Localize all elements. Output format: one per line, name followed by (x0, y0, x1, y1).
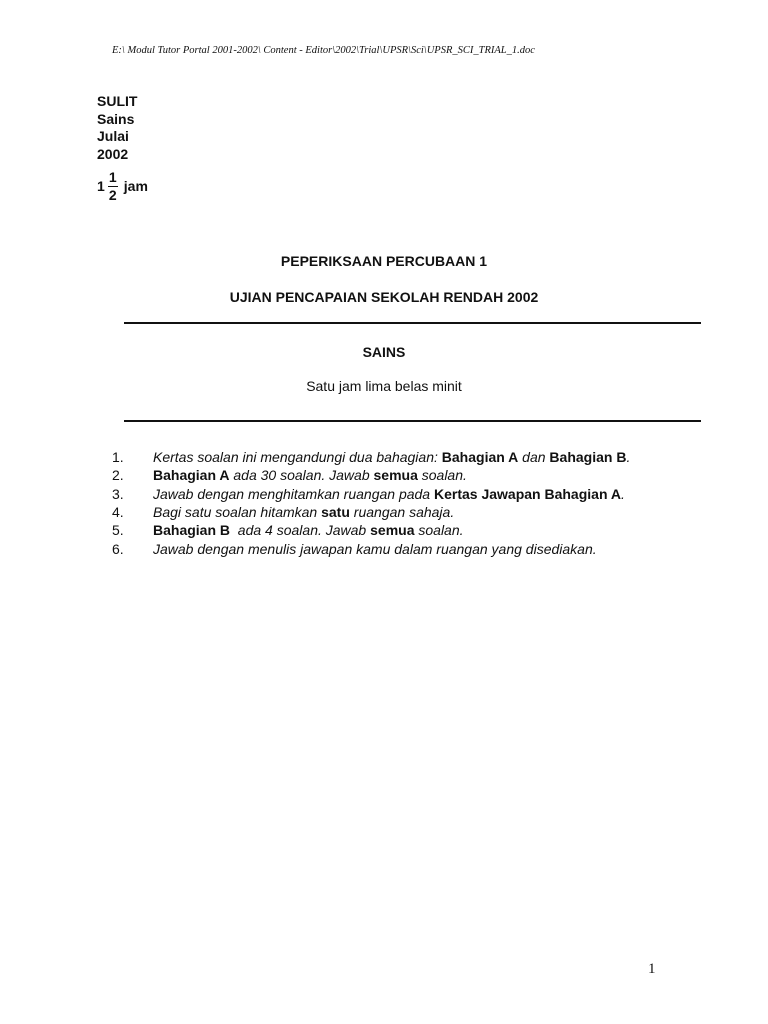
instruction-fragment: . (620, 485, 625, 502)
top-divider (124, 322, 701, 324)
bottom-divider (124, 420, 701, 422)
instruction-item (112, 466, 630, 484)
month-label: Julai (97, 128, 129, 144)
instruction-emphasis: Bahagian B (153, 522, 231, 539)
instruction-text (153, 504, 454, 520)
instruction-fragment: soalan. (414, 522, 464, 539)
instruction-item (112, 448, 630, 466)
instruction-emphasis: semua (370, 522, 415, 539)
duration-whole: 1 (97, 178, 105, 194)
page-number: 1 (648, 961, 656, 977)
year-label: 2002 (97, 145, 129, 162)
instruction-fragment: . (626, 449, 631, 466)
instruction-number: 3. (112, 485, 124, 502)
instruction-text (153, 467, 467, 483)
instruction-text (153, 449, 630, 465)
instruction-emphasis: semua (373, 467, 418, 484)
instruction-emphasis: Kertas Jawapan Bahagian A (433, 485, 621, 502)
instruction-text (153, 541, 597, 557)
instruction-emphasis: satu (321, 504, 350, 521)
classification-label: SULIT (97, 93, 138, 109)
instruction-fragment: dan (518, 449, 550, 466)
instruction-fragment: Bagi satu soalan hitamkan (153, 504, 322, 521)
instruction-fragment: Jawab dengan menulis jawapan kamu dalam ruangan yang disediakan. (153, 540, 597, 557)
instruction-item (112, 485, 630, 503)
instruction-number: 4. (112, 504, 124, 521)
cover-header-block (97, 93, 137, 163)
instruction-fragment: Kertas soalan ini mengandungi dua bahagian: (153, 449, 442, 466)
instruction-number: 2. (112, 467, 124, 484)
instruction-fragment: ada 30 soalan. Jawab (229, 467, 374, 484)
instruction-number: 1. (112, 449, 124, 466)
duration-numerator: 1 (108, 168, 117, 185)
exam-time-text: Satu jam lima belas minit (306, 378, 462, 394)
instruction-fragment: Jawab dengan menghitamkan ruangan pada (153, 485, 434, 502)
instruction-item (112, 503, 630, 521)
instructions-list (112, 448, 630, 558)
instruction-emphasis: Bahagian B (549, 449, 627, 466)
instruction-item (112, 539, 630, 557)
exam-title: PEPERIKSAAN PERCUBAAN 1 (280, 253, 488, 269)
instruction-emphasis: Bahagian A (153, 467, 230, 484)
duration-fraction (108, 170, 118, 203)
instruction-number: 5. (112, 522, 124, 539)
exam-subtitle: UJIAN PENCAPAIAN SEKOLAH RENDAH 2002 (229, 289, 539, 305)
duration-unit: jam (123, 178, 148, 194)
instruction-number: 6. (112, 540, 124, 557)
instruction-text (153, 486, 625, 502)
instruction-fragment: soalan. (417, 467, 467, 484)
duration-label (97, 166, 148, 206)
instruction-fragment: ruangan sahaja. (349, 504, 455, 521)
instruction-text (153, 522, 464, 538)
instruction-fragment: ada 4 soalan. Jawab (230, 522, 371, 539)
paper-title: SAINS (362, 344, 406, 360)
instruction-emphasis: Bahagian A (441, 449, 519, 466)
instruction-item (112, 521, 630, 539)
subject-label: Sains (97, 110, 135, 127)
file-path-header: E:\ Modul Tutor Portal 2001-2002\ Content - Editor\2002\Trial\UPSR\Sci\UPSR_SCI_TRIAL_1.doc (112, 45, 535, 56)
duration-denominator: 2 (108, 186, 117, 203)
